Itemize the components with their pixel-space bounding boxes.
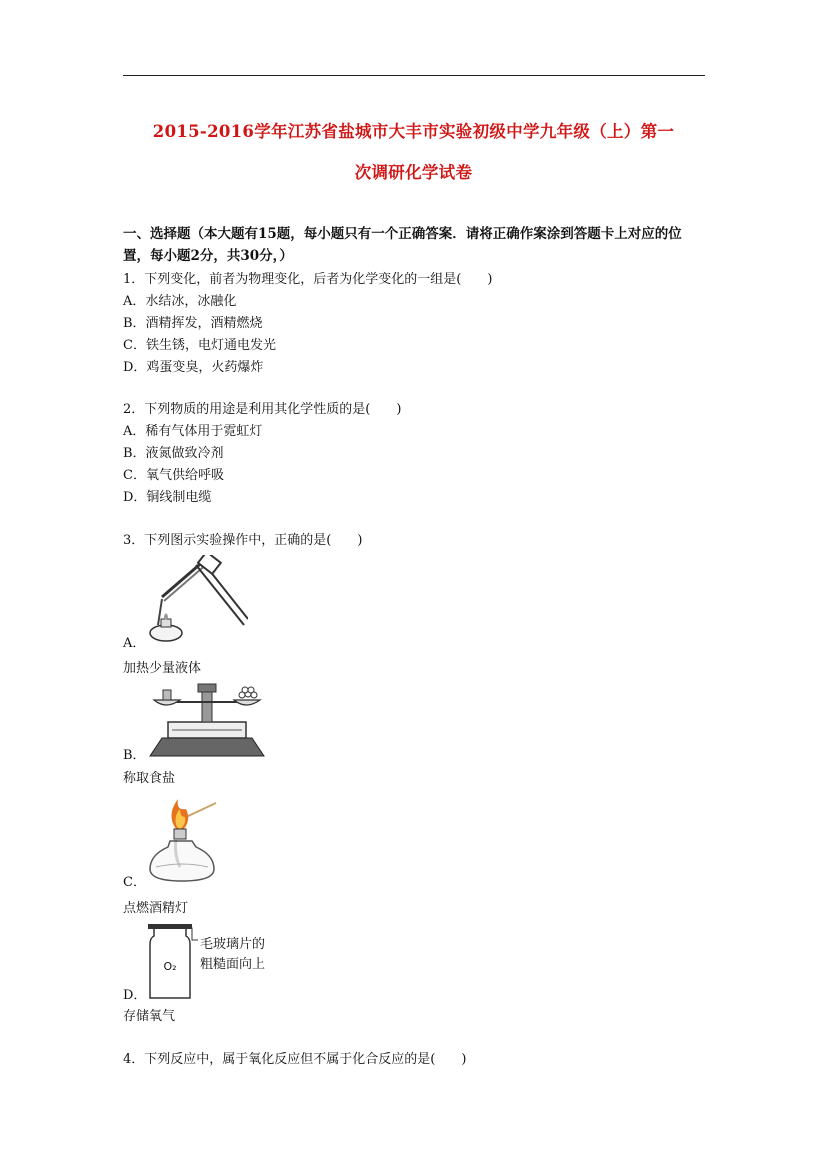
exam-title-line1: 2015-2016学年江苏省盐城市大丰市实验初级中学九年级（上）第一 (152, 122, 675, 141)
question-3-option-b-caption: 称取食盐 (123, 771, 176, 786)
question-1-stem: 1．下列变化，前者为物理变化，后者为化学变化的一组是( ) (123, 272, 493, 287)
question-2-stem: 2．下列物质的用途是利用其化学性质的是( ) (123, 402, 402, 417)
question-3-stem: 3．下列图示实验操作中，正确的是( ) (123, 533, 363, 548)
question-4-stem: 4．下列反应中，属于氧化反应但不属于化合反应的是( ) (123, 1052, 467, 1067)
question-3-option-a-caption: 加热少量液体 (123, 661, 202, 676)
question-3-option-b-letter: B． (123, 748, 146, 763)
question-3-option-c-caption: 点燃酒精灯 (123, 901, 189, 916)
balance-scale-icon (148, 680, 266, 760)
section-heading: 一、选择题（本大题有15题，每小题只有一个正确答案．请将正确作案涂到答题卡上对应的位置，每小题2分，共30分，） (123, 226, 682, 264)
question-1-option-b: B．酒精挥发，酒精燃烧 (123, 316, 263, 331)
bottle-label: O₂ (163, 960, 177, 973)
question-2-option-b: B．液氮做致冷剂 (123, 446, 224, 461)
question-2-option-c: C．氧气供给呼吸 (123, 468, 224, 483)
test-tube-heating-icon (144, 555, 248, 643)
question-3-option-d-caption: 存储氧气 (123, 1009, 176, 1024)
question-3-option-a-letter: A． (123, 636, 146, 651)
question-3-option-c-letter: C． (123, 875, 146, 890)
header-rule (123, 75, 705, 76)
question-1-option-c: C．铁生锈，电灯通电发光 (123, 338, 276, 353)
figure-annotation-line2: 粗糙面向上 (200, 957, 266, 972)
alcohol-lamp-icon (146, 795, 218, 885)
question-1-option-a: A．水结冰，冰融化 (123, 294, 237, 309)
figure-annotation-line1: 毛玻璃片的 (200, 937, 266, 952)
exam-title-line2: 次调研化学试卷 (354, 163, 473, 182)
question-1-option-d: D．鸡蛋变臭，火药爆炸 (123, 360, 264, 375)
question-3-option-d-letter: D． (123, 988, 147, 1003)
gas-bottle-icon (144, 922, 284, 1002)
question-2-option-d: D．铜线制电缆 (123, 490, 212, 505)
question-2-option-a: A．稀有气体用于霓虹灯 (123, 424, 263, 439)
